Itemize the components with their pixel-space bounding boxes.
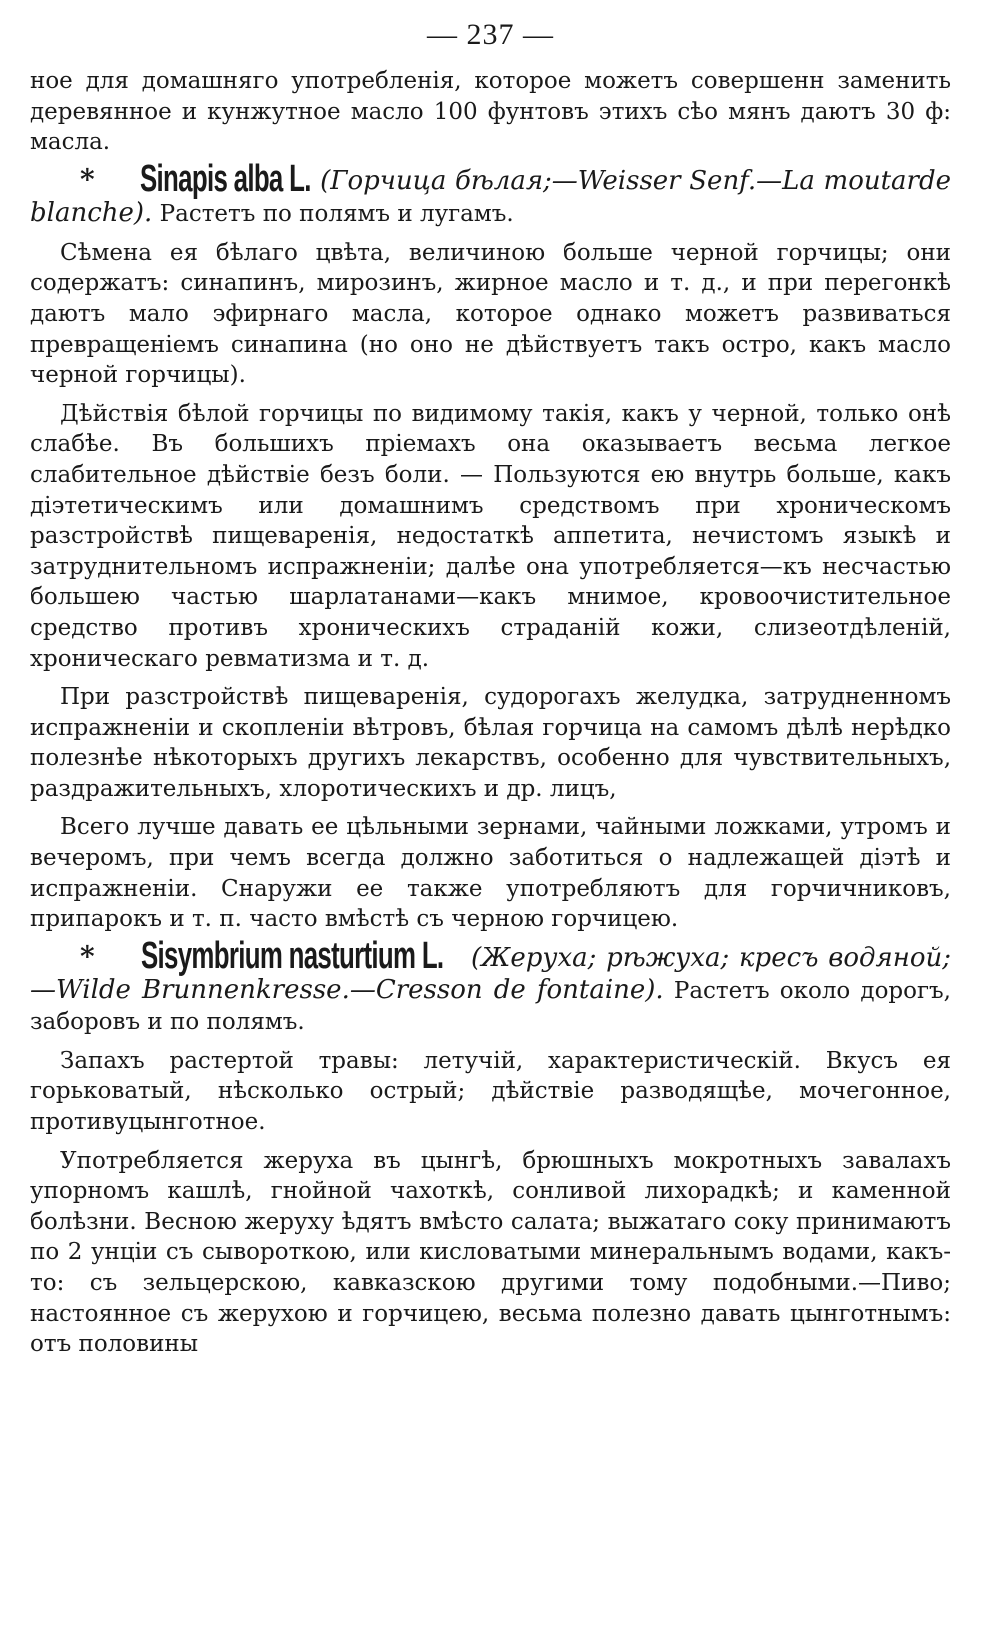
synonyms-sinapis: (Горчица бѣлая;—Weisser Senf.—La moutarde blanche). <box>30 165 952 228</box>
book-page <box>30 18 951 1360</box>
entry-heading-sinapis <box>30 157 952 230</box>
paragraph-smell: Запахъ растертой травы: летучій, характеристическій. Вкусъ ея горьковатый, нѣсколько острый; дѣйствіе разводящѣе, мочегонное, противуцынготное. <box>30 1047 951 1136</box>
entry-asterisk: * <box>80 162 95 196</box>
paragraph-continuation: ное для домашняго употребленія, которое можетъ совершенн заменить деревянное и кунжутное масло 100 фунтовъ этихъ сѣо мянъ даютъ 30 ф: масла. <box>30 68 951 156</box>
paragraph-actions: Дѣйствія бѣлой горчицы по видимому такія, какъ у черной, только онѣ слабѣе. Въ большихъ пріемахъ она оказываетъ весьма легкое слабительное дѣйствіе безъ боли. — Пользуются ею внутрь больше, какъ діэтетическимъ или домашнимъ средствомъ при хроническомъ разстройствѣ пищеваренія, недостаткѣ аппетита, нечистомъ языкѣ и затруднительномъ испражненіи; далѣе она употребляется—къ несчастью большею частью шарлатанами—какъ мнимое, кровоочистительное средство противъ хроническихъ страданій кожи, слизеотдѣленій, хроническаго ревматизма и т. д. <box>30 400 951 672</box>
latin-name-sisymbrium: Sisymbrium nasturtium L. <box>141 934 444 977</box>
page-number: — 237 — <box>427 18 554 51</box>
entry-heading-sisymbrium <box>30 934 951 1038</box>
habitat-sisymbrium: Растетъ около дорогъ, заборовъ и по полямъ. <box>30 977 951 1035</box>
paragraph-dosage: Всего лучше давать ее цѣльными зернами, чайными ложками, утромъ и вечеромъ, при чемъ всегда должно заботиться о надлежащей діэтѣ и испражненіи. Снаружи ее также употребляютъ для горчичниковъ, припарокъ и т. п. часто вмѣстѣ съ черною горчицею. <box>30 814 951 933</box>
paragraph-usage: Употребляется жеруха въ цынгѣ, брюшныхъ мокротныхъ завалахъ упорномъ кашлѣ, гнойной чахоткѣ, сонливой лихорадкѣ; и каменной болѣзни. Весною жеруху ѣдятъ вмѣсто салата; выжатаго соку принимаютъ по 2 унціи съ сывороткою, или кисловатыми минеральнымъ водами, какъ-то: съ зельцерскою, кавказскою другими тому подобными.—Пиво; настоянное съ жерухою и горчицею, весьма полезно давать цынготнымъ: отъ половины <box>30 1147 951 1358</box>
latin-name-sinapis: Sinapis alba L. <box>140 157 312 200</box>
entry-asterisk: * <box>80 939 95 973</box>
synonyms-sisymbrium: (Жеруха; рѣжуха; кресъ водяной;—Wilde Brunnenkresse.—Cresson de fontaine). <box>30 942 951 1005</box>
habitat-sinapis: Растетъ по полямъ и лугамъ. <box>159 200 514 227</box>
paragraph-seeds: Сѣмена ея бѣлаго цвѣта, величиною больше черной горчицы; они содержатъ: синапинъ, мирозинъ, жирное масло и т. д., и при перегонкѣ даютъ мало эфирнаго масла, которое однако можетъ развиваться превращеніемъ синапина (но оно не дѣйствуетъ такъ остро, какъ масло черной горчицы). <box>30 239 951 389</box>
paragraph-indigestion: При разстройствѣ пищеваренія, судорогахъ желудка, затрудненномъ испражненіи и скопленіи вѣтровъ, бѣлая горчица на самомъ дѣлѣ нерѣдко полезнѣе нѣкоторыхъ другихъ лекарствъ, особенно для чувствительныхъ, раздражительныхъ, хлоротическихъ и др. лицъ, <box>30 684 951 802</box>
